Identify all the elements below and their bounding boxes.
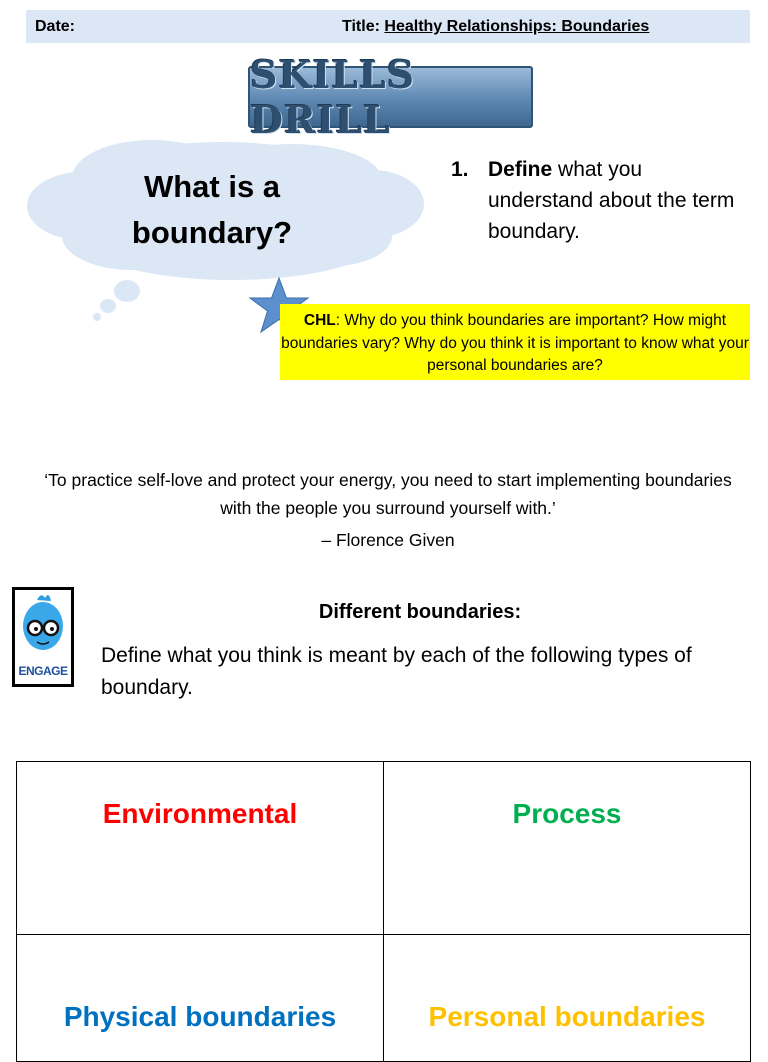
question-1 (451, 154, 751, 247)
quote-author: – Florence Given (321, 530, 455, 550)
challenge-label: CHL (303, 312, 336, 329)
date-label: Date: (35, 18, 76, 35)
section-instruction: Define what you think is meant by each of the following types of boundary. (101, 644, 692, 699)
title-label: Title: (342, 18, 380, 35)
question-text: what you understand about the term boundary. (488, 158, 735, 243)
question-verb: Define (488, 158, 553, 181)
section-heading: Different boundaries: (318, 601, 522, 623)
boundary-label: Physical boundaries (63, 1001, 337, 1032)
engage-badge (12, 587, 74, 687)
engage-label: ENGAGE (18, 664, 68, 678)
challenge-box (280, 304, 750, 380)
challenge-text: : Why do you think boundaries are important? How might boundaries vary? Why do you think it is important to know what your personal boundaries are? (281, 312, 749, 374)
boundary-label: Personal boundaries (428, 1001, 706, 1032)
boundary-label: Process (512, 798, 622, 829)
worksheet-title: Healthy Relationships: Boundaries (384, 18, 650, 35)
question-number: 1. (451, 158, 469, 181)
cloud-question: What is a boundary? (131, 169, 293, 250)
engage-mascot-icon (15, 592, 71, 662)
process-cell[interactable] (384, 762, 751, 935)
boundary-label: Environmental (102, 798, 298, 829)
skills-drill-logo: SKILLS DRILL (248, 66, 533, 128)
personal-boundaries-cell[interactable] (384, 935, 751, 1062)
environmental-cell[interactable] (17, 762, 384, 935)
title-field (342, 18, 649, 36)
physical-boundaries-cell[interactable] (17, 935, 384, 1062)
header-bar (26, 10, 750, 43)
boundaries-table (16, 761, 751, 1062)
quote-text: ‘To practice self-love and protect your energy, you need to start implementing boundaries with the people you surround yourself with.’ (44, 470, 732, 518)
